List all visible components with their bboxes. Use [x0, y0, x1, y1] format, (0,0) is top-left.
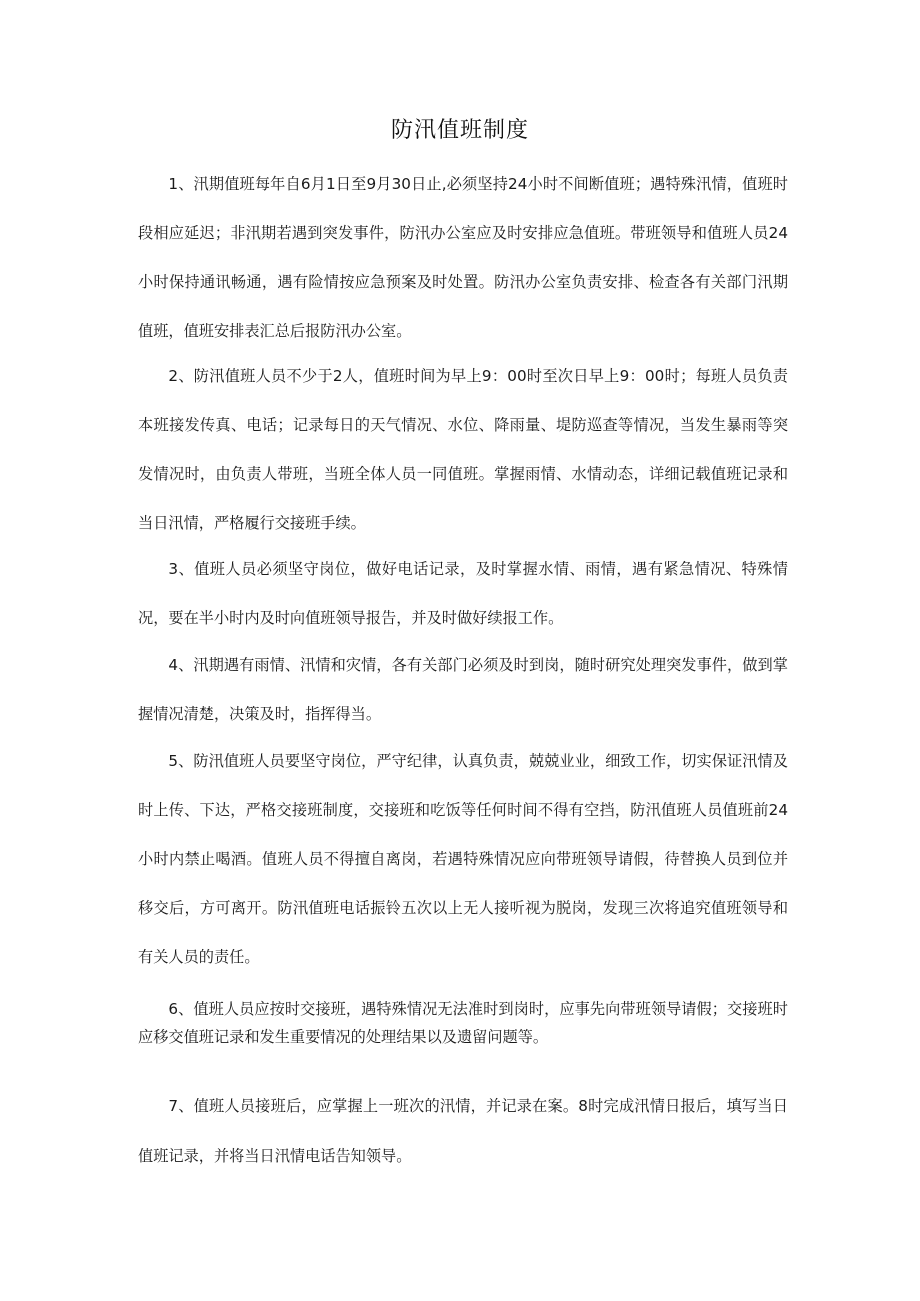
- paragraph-1: 1、汛期值班每年自6月1日至9月30日止,必须坚持24小时不间断值班；遇特殊汛情，值班时段相应延迟；非汛期若遇到突发事件，防汛办公室应及时安排应急值班。带班领导和值班人员24小时保持通讯畅通，遇有险情按应急预案及时处置。防汛办公室负责安排、检查各有关部门汛期值班，值班安排表汇总后报防汛办公室。: [138, 175, 788, 340]
- paragraph-2: 2、防汛值班人员不少于2人，值班时间为早上9：00时至次日早上9：00时；每班人员负责本班接发传真、电话；记录每日的天气情况、水位、降雨量、堤防巡查等情况，当发生暴雨等突发情况时，由负责人带班，当班全体人员一同值班。掌握雨情、水情动态，详细记载值班记录和当日汛情，严格履行交接班手续。: [138, 367, 788, 532]
- paragraph-7: 7、值班人员接班后，应掌握上一班次的汛情，并记录在案。8时完成汛情日报后，填写当日值班记录，并将当日汛情电话告知领导。: [138, 1097, 788, 1165]
- paragraph-6: 6、值班人员应按时交接班，遇特殊情况无法准时到岗时，应事先向带班领导请假；交接班时应移交值班记录和发生重要情况的处理结果以及遗留问题等。: [138, 1000, 788, 1046]
- paragraph-5: 5、防汛值班人员要坚守岗位，严守纪律，认真负责，兢兢业业，细致工作，切实保证汛情及时上传、下达，严格交接班制度，交接班和吃饭等任何时间不得有空挡，防汛值班人员值班前24小时内禁止喝酒。值班人员不得擅自离岗，若遇特殊情况应向带班领导请假，待替换人员到位并移交后，方可离开。防汛值班电话振铃五次以上无人接听视为脱岗，发现三次将追究值班领导和有关人员的责任。: [138, 752, 788, 966]
- paragraph-4: 4、汛期遇有雨情、汛情和灾情，各有关部门必须及时到岗，随时研究处理突发事件，做到掌握情况清楚，决策及时，指挥得当。: [138, 656, 788, 723]
- document-title: 防汛值班制度: [390, 118, 529, 143]
- paragraph-3: 3、值班人员必须坚守岗位，做好电话记录，及时掌握水情、雨情，遇有紧急情况、特殊情况，要在半小时内及时向值班领导报告，并及时做好续报工作。: [138, 560, 788, 627]
